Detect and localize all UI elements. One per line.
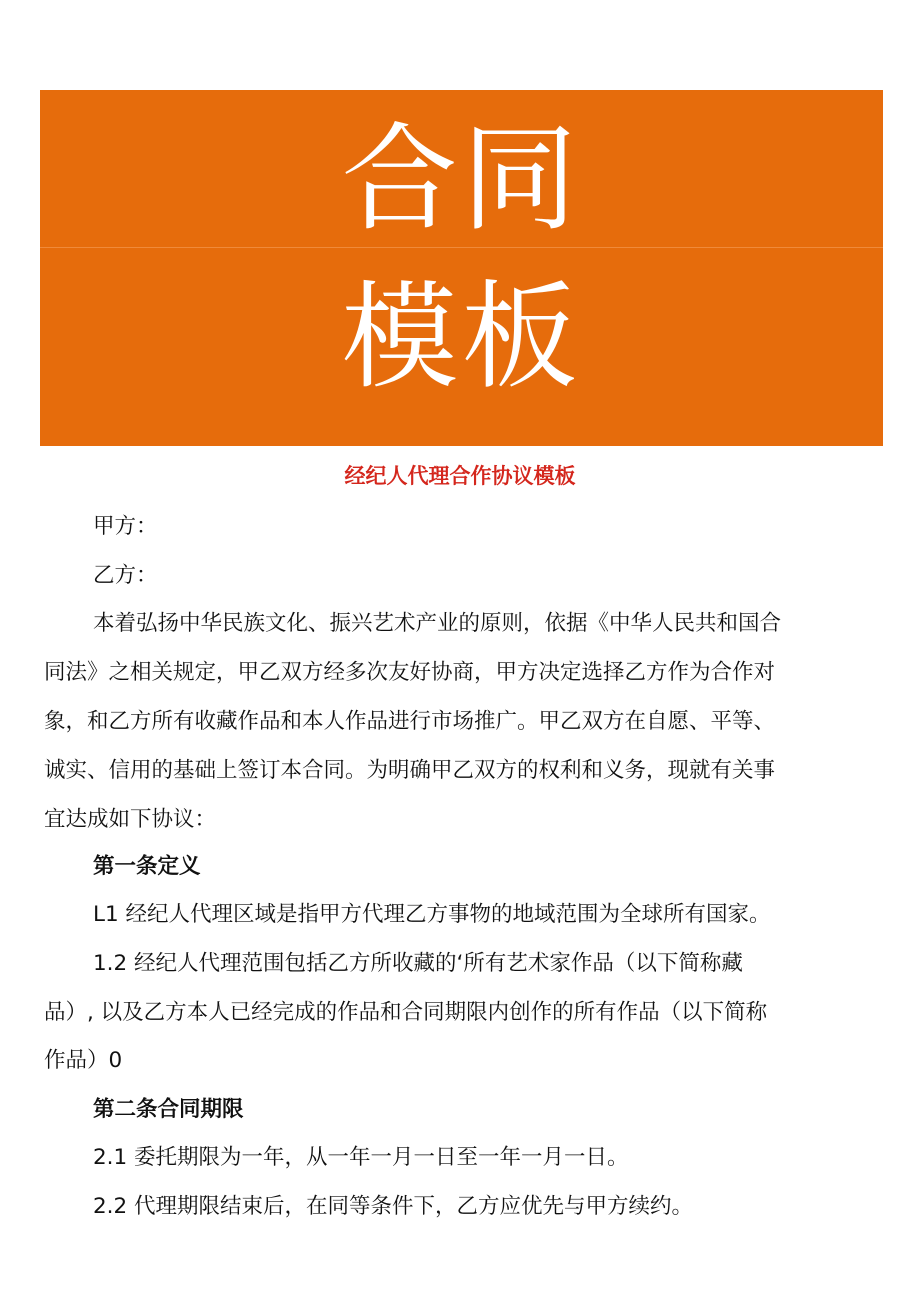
clause-1-1: L1 经纪人代理区域是指甲方代理乙方事物的地域范围为全球所有国家。 [93, 902, 771, 927]
article-1-heading: 第一条定义 [93, 854, 201, 879]
preamble-line: 宜达成如下协议： [44, 807, 217, 832]
preamble-line: 同法》之相关规定，甲乙双方经多次友好协商，甲方决定选择乙方作为合作对 [44, 660, 776, 685]
party-b-label: 乙方： [93, 563, 158, 588]
preamble-line: 象，和乙方所有收藏作品和本人作品进行市场推广。甲乙双方在自愿、平等、 [44, 709, 776, 734]
party-a-label: 甲方： [93, 514, 158, 539]
clause-1-2-line: 品）, 以及乙方本人已经完成的作品和合同期限内创作的所有作品（以下简称 [44, 1000, 768, 1025]
cover-banner [40, 90, 883, 446]
clause-2-2: 2.2 代理期限结束后，在同等条件下，乙方应优先与甲方续约。 [93, 1194, 694, 1219]
preamble-line: 诚实、信用的基础上签订本合同。为明确甲乙双方的权利和义务，现就有关事 [44, 758, 776, 783]
article-2-heading: 第二条合同期限 [93, 1097, 244, 1122]
clause-2-1: 2.1 委托期限为一年，从一年一月一日至一年一月一日。 [93, 1145, 629, 1170]
preamble-line: 本着弘扬中华民族文化、振兴艺术产业的原则，依据《中华人民共和国合 [93, 611, 782, 636]
banner-title-line1: 合同 [341, 112, 582, 247]
clause-1-2-line: 1.2 经纪人代理范围包括乙方所收藏的‘所有艺术家作品（以下简称藏 [93, 951, 743, 976]
document-title: 经纪人代理合作协议模板 [344, 464, 576, 488]
clause-1-2-line: 作品）0 [44, 1048, 123, 1073]
banner-title-line2: 模板 [341, 270, 582, 405]
banner-divider [40, 247, 883, 248]
